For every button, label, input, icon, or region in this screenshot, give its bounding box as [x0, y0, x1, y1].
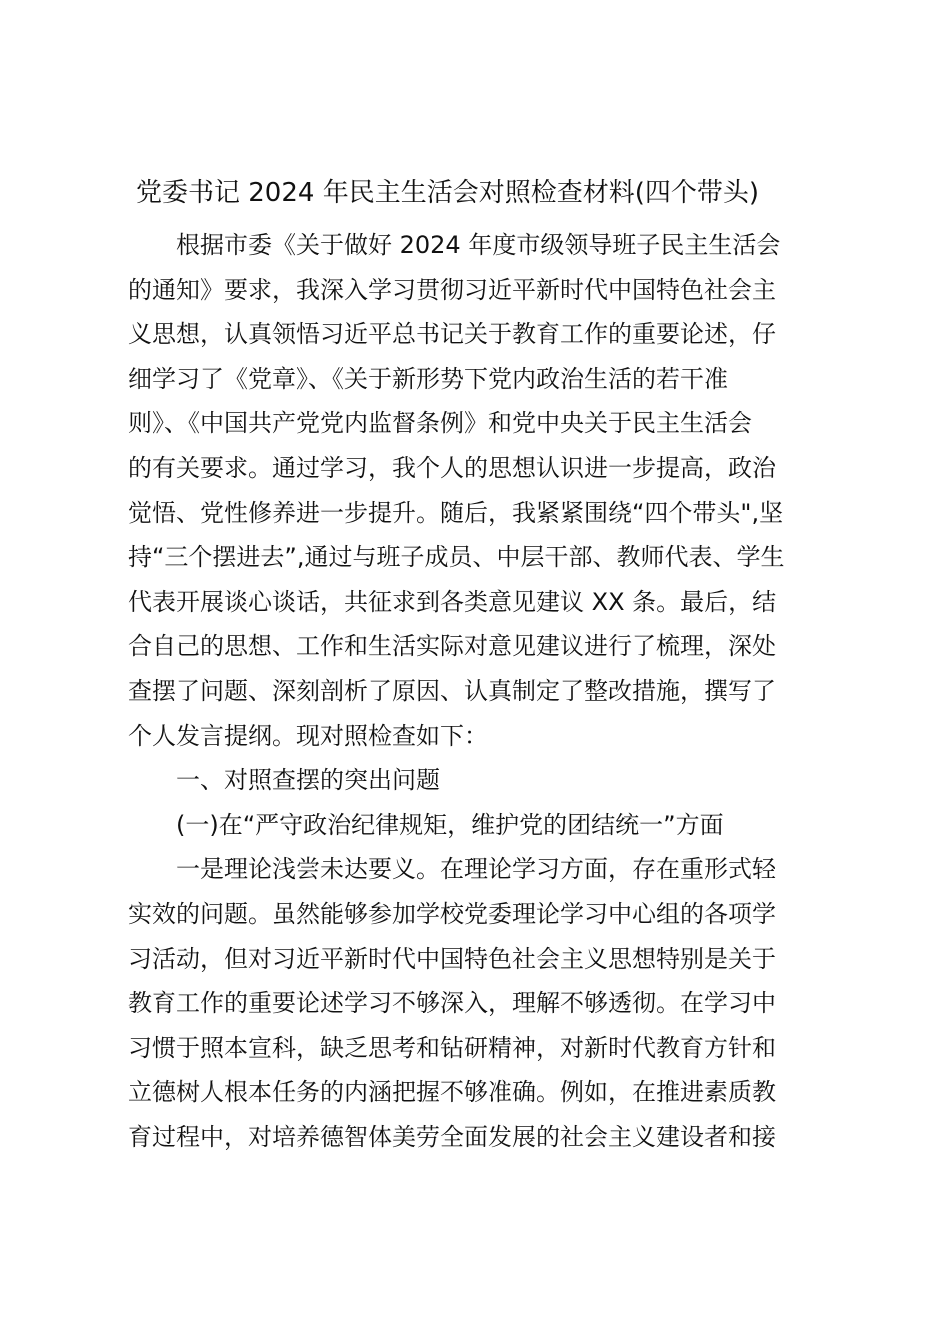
document-body — [128, 223, 828, 1159]
paragraph-line: 则》、《中国共产党党内监督条例》和党中央关于民主生活会 — [128, 409, 752, 438]
section-heading: 一、对照查摆的突出问题 — [176, 766, 440, 795]
paragraph-line: 习惯于照本宣科，缺乏思考和钻研精神，对新时代教育方针和 — [128, 1033, 776, 1062]
paragraph-line: 个人发言提纲。现对照检查如下： — [128, 721, 488, 750]
paragraph-line: 教育工作的重要论述学习不够深入，理解不够透彻。在学习中 — [128, 989, 776, 1018]
paragraph-line: 义思想，认真领悟习近平总书记关于教育工作的重要论述，仔 — [128, 320, 776, 349]
paragraph-line: 觉悟、党性修养进一步提升。随后，我紧紧围绕“四个带头",坚 — [128, 498, 784, 527]
paragraph-line: 的通知》要求，我深入学习贯彻习近平新时代中国特色社会主 — [128, 275, 776, 304]
paragraph-line: 代表开展谈心谈话，共征求到各类意见建议 XX 条。最后，结 — [128, 587, 777, 616]
paragraph-line: 根据市委《关于做好 2024 年度市级领导班子民主生活会 — [176, 231, 781, 259]
paragraph-line: 持“三个摆进去”,通过与班子成员、中层干部、教师代表、学生 — [128, 543, 785, 572]
subsection-heading: (一)在“严守政治纪律规矩，维护党的团结统一”方面 — [176, 810, 724, 839]
document-title: 党委书记 2024 年民主生活会对照检查材料(四个带头) — [136, 178, 759, 208]
paragraph-line: 查摆了问题、深刻剖析了原因、认真制定了整改措施，撰写了 — [128, 676, 776, 705]
paragraph-line: 育过程中，对培养德智体美劳全面发展的社会主义建设者和接 — [128, 1122, 776, 1151]
paragraph-line: 合自己的思想、工作和生活实际对意见建议进行了梳理，深处 — [128, 632, 776, 661]
paragraph-line: 的有关要求。通过学习，我个人的思想认识进一步提高，政治 — [128, 453, 776, 482]
paragraph-line: 立德树人根本任务的内涵把握不够准确。例如，在推进素质教 — [128, 1078, 776, 1107]
paragraph-line: 习活动，但对习近平新时代中国特色社会主义思想特别是关于 — [128, 944, 776, 973]
paragraph-line: 细学习了《党章》、《关于新形势下党内政治生活的若干准 — [128, 364, 728, 393]
paragraph-line: 一是理论浅尝未达要义。在理论学习方面，存在重形式轻 — [176, 855, 776, 884]
paragraph-line: 实效的问题。虽然能够参加学校党委理论学习中心组的各项学 — [128, 899, 776, 928]
